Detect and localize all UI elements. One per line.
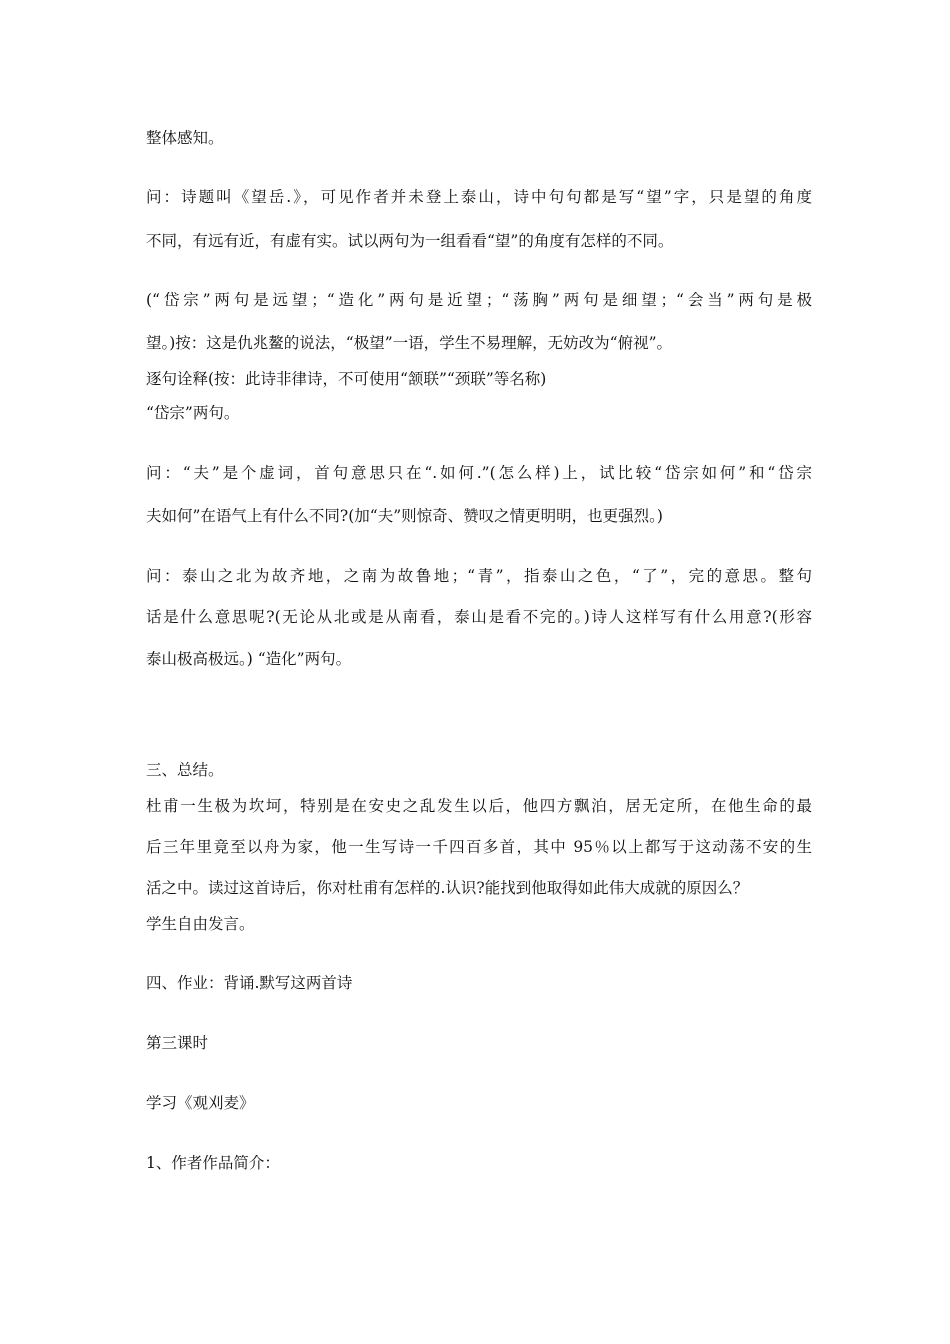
text-line: 杜甫一生极为坎坷，特别是在安史之乱发生以后，他四方飘泊，居无定所，在他生命的最 — [146, 797, 812, 815]
text-line: 问：诗题叫《望岳.》，可见作者并未登上泰山，诗中句句都是写“望”字，只是望的角度 — [146, 188, 812, 206]
text-line: 不同，有远有近，有虚有实。试以两句为一组看看“望”的角度有怎样的不同。 — [146, 232, 674, 250]
text-line: 学生自由发言。 — [146, 915, 255, 933]
text-line: 问：“夫”是个虚词，首句意思只在“.如何.”(怎么样)上，试比较“岱宗如何”和“岱宗 — [146, 464, 812, 482]
text-line: 活之中。读过这首诗后，你对杜甫有怎样的.认识?能找到他取得如此伟大成就的原因么？ — [146, 879, 749, 897]
text-line: 话是什么意思呢?(无论从北或是从南看，泰山是看不完的。)诗人这样写有什么用意?(形容 — [146, 608, 812, 626]
text-line: 望。)按：这是仇兆鳌的说法，“极望”一语，学生不易理解，无妨改为“俯视”。 — [146, 334, 672, 352]
text-line: (“岱宗”两句是远望；“造化”两句是近望；“荡胸”两句是细望；“会当”两句是极 — [146, 291, 812, 309]
text-line: 后三年里竟至以舟为家，他一生写诗一千四百多首，其中 95％以上都写于这动荡不安的生 — [146, 838, 812, 856]
section-heading: 1、作者作品简介： — [146, 1154, 280, 1172]
text-line: 逐句诠释(按：此诗非律诗，不可使用“颔联”“颈联”等名称) — [146, 370, 547, 388]
section-heading: 四、作业：背诵.默写这两首诗 — [146, 974, 353, 992]
text-line: 整体感知。 — [146, 129, 224, 147]
section-heading: 三、总结。 — [146, 761, 224, 779]
text-line: 夫如何”在语气上有什么不同?(加“夫”则惊奇、赞叹之情更明明，也更强烈。) — [146, 507, 663, 525]
text-line: “岱宗”两句。 — [146, 404, 240, 422]
text-line: 问：泰山之北为故齐地，之南为故鲁地；“青”，指泰山之色，“了”，完的意思。整句 — [146, 567, 812, 585]
section-heading: 学习《观刈麦》 — [146, 1094, 255, 1112]
text-line: 泰山极高极远。) “造化”两句。 — [146, 650, 352, 668]
section-heading: 第三课时 — [146, 1034, 209, 1052]
